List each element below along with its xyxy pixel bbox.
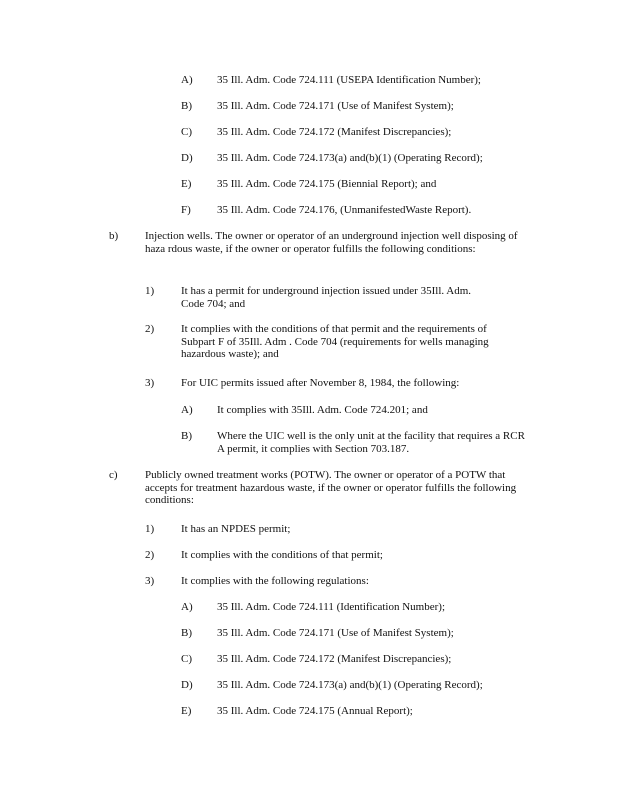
list-label: E) xyxy=(181,705,192,717)
list-item-text: It complies with the following regulations: xyxy=(181,575,369,587)
list-label: 1) xyxy=(145,523,155,535)
list-item-text: For UIC permits issued after November 8, 1984, the following: xyxy=(181,377,460,389)
section-label: c) xyxy=(109,469,118,481)
list-item-text: 35 Ill. Adm. Code 724.111 (USEPA Identification Number); xyxy=(217,74,481,86)
list-item-text: 35 Ill. Adm. Code 724.171 (Use of Manifest System); xyxy=(217,627,454,639)
list-item-text: 35 Ill. Adm. Code 724.176, (UnmanifestedWaste Report). xyxy=(217,204,472,216)
list-item-text: It complies with the conditions of that permit and the requirements of Subpart F of 35Ill. Adm . Code 704 (requirements for wells managing hazardous waste); and xyxy=(181,323,489,360)
list-item-text: 35 Ill. Adm. Code 724.111 (Identification Number); xyxy=(217,601,446,613)
list-item-text: It complies with the conditions of that permit; xyxy=(181,549,383,561)
list-label: A) xyxy=(181,601,193,613)
list-label: C) xyxy=(181,126,192,138)
list-label: 3) xyxy=(145,575,155,587)
section-label: b) xyxy=(109,230,119,242)
list-label: D) xyxy=(181,152,193,164)
list-item-text: 35 Ill. Adm. Code 724.175 (Annual Report); xyxy=(217,705,413,717)
list-item-text: It complies with 35Ill. Adm. Code 724.201; and xyxy=(217,404,428,416)
list-item-text: Where the UIC well is the only unit at the facility that requires a RCR A permit, it complies with Section 703.187. xyxy=(217,430,525,455)
list-label: D) xyxy=(181,679,193,691)
list-item-text: 35 Ill. Adm. Code 724.173(a) and(b)(1) (Operating Record); xyxy=(217,679,483,691)
list-item-text: 35 Ill. Adm. Code 724.171 (Use of Manifest System); xyxy=(217,100,454,112)
list-item-text: It has a permit for underground injection issued under 35Ill. Adm. Code 704; and xyxy=(181,285,472,310)
list-item-text: 35 Ill. Adm. Code 724.172 (Manifest Discrepancies); xyxy=(217,653,452,665)
list-label: E) xyxy=(181,178,192,190)
list-label: B) xyxy=(181,100,192,112)
list-item-text: 35 Ill. Adm. Code 724.175 (Biennial Report); and xyxy=(217,178,437,190)
list-item-text: 35 Ill. Adm. Code 724.173(a) and(b)(1) (Operating Record); xyxy=(217,152,483,164)
list-label: A) xyxy=(181,74,193,86)
list-label: B) xyxy=(181,430,192,442)
list-label: 1) xyxy=(145,285,155,297)
section-paragraph: Publicly owned treatment works (POTW). The owner or operator of a POTW that accepts for treatment hazardous waste, if the owner or operator fulfills the following conditions: xyxy=(145,469,517,506)
list-label: 2) xyxy=(145,323,155,335)
list-label: F) xyxy=(181,204,191,216)
list-label: B) xyxy=(181,627,192,639)
list-item-text: 35 Ill. Adm. Code 724.172 (Manifest Discrepancies); xyxy=(217,126,452,138)
list-item-text: It has an NPDES permit; xyxy=(181,523,291,535)
list-label: C) xyxy=(181,653,192,665)
list-label: A) xyxy=(181,404,193,416)
list-label: 2) xyxy=(145,549,155,561)
section-paragraph: Injection wells. The owner or operator of an underground injection well disposing of haza rdous waste, if the owner or operator fulfills the following conditions: xyxy=(145,230,518,255)
list-label: 3) xyxy=(145,377,155,389)
